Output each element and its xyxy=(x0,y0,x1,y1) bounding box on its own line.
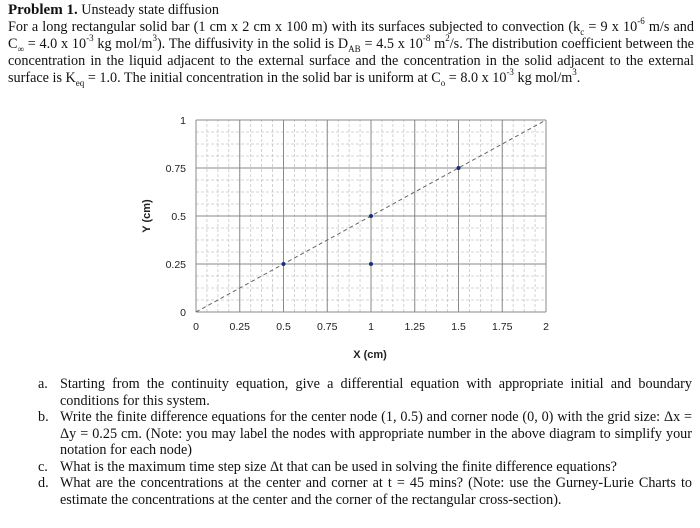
node-marker xyxy=(457,166,461,170)
co-exponent: -3 xyxy=(506,67,514,78)
question-c xyxy=(30,459,692,476)
statement-text: m/s and C xyxy=(8,19,694,52)
statement-text: = 8.0 x 10 xyxy=(445,70,507,86)
x-tick-label: 0 xyxy=(193,321,199,333)
dab-subscript: AB xyxy=(348,43,361,54)
statement-text: kg mol/m xyxy=(513,70,573,86)
kc-subscript: c xyxy=(580,26,585,37)
statement-text: For a long rectangular solid bar (1 cm x 2 cm x 100 m) with its surfaces subjected to convection (k xyxy=(8,19,581,35)
y-axis-label: Y (cm) xyxy=(141,199,153,233)
y-tick-label: 0 xyxy=(180,307,186,319)
question-label: a. xyxy=(38,376,48,392)
x-tick-label: 1.25 xyxy=(404,321,425,333)
statement-text: = 9 x 10 xyxy=(584,19,638,35)
y-tick-label: 0.75 xyxy=(165,163,186,175)
x-tick-label: 0.5 xyxy=(276,321,291,333)
co-subscript: o xyxy=(440,77,446,88)
question-a xyxy=(30,376,692,409)
dab-exponent: -8 xyxy=(422,33,431,44)
x-tick-label: 0.75 xyxy=(317,321,338,333)
y-tick-labels xyxy=(166,115,187,319)
unit-exponent: 2 xyxy=(445,33,450,44)
question-label: d. xyxy=(38,475,49,491)
statement-text: . xyxy=(576,70,581,86)
statement-text: /s. The distribution coefficient between the concentration in the liquid adjacent to the external surface and the concentration in the solid adjacent to the external surface is K xyxy=(8,36,694,86)
question-list xyxy=(30,376,692,508)
statement-text: ). The diffusivity in the solid is D xyxy=(156,36,349,52)
question-label: b. xyxy=(38,409,49,425)
x-tick-label: 0.25 xyxy=(229,321,250,333)
unit-exponent: 3 xyxy=(572,67,577,78)
question-text: What is the maximum time step size Δt that can be used in solving the finite difference equations? xyxy=(60,458,617,475)
question-label: c. xyxy=(38,458,48,475)
statement-text: m xyxy=(430,36,446,52)
x-tick-label: 1 xyxy=(368,321,374,333)
unit-exponent: 3 xyxy=(152,33,157,44)
x-tick-label: 2 xyxy=(543,321,549,333)
problem-description xyxy=(8,16,694,88)
question-text: Starting from the continuity equation, give a differential equation with appropriate initial and boundary conditions for this system. xyxy=(60,376,692,409)
problem-statement xyxy=(8,2,694,87)
question-d xyxy=(30,475,692,508)
x-tick-label: 1.5 xyxy=(451,321,466,333)
question-b xyxy=(30,409,692,459)
node-marker xyxy=(369,262,373,266)
cinf-subscript: ∞ xyxy=(17,43,24,54)
x-axis-label: X (cm) xyxy=(353,349,387,361)
problem-subtitle: Unsteady state diffusion xyxy=(81,2,219,18)
question-text: What are the concentrations at the center and corner at t = 45 mins? (Note: use the Gurney-Lurie Charts to estimate the concentrations at the center and the corner of the rectangular cross-section). xyxy=(60,475,692,508)
statement-text: kg mol/m xyxy=(93,36,153,52)
problem-heading xyxy=(8,2,694,19)
statement-text: = 4.5 x 10 xyxy=(360,36,423,52)
keq-subscript: eq xyxy=(75,77,85,88)
kc-exponent: -6 xyxy=(637,16,645,27)
cinf-exponent: -3 xyxy=(86,33,94,44)
y-tick-label: 0.5 xyxy=(171,211,186,223)
x-tick-label: 1.75 xyxy=(492,321,513,333)
node-marker xyxy=(369,214,373,218)
question-text: Write the finite difference equations for the center node (1, 0.5) and corner node (0, 0) with the grid size: Δx = Δy = 0.25 cm. (Note: you may label the nodes with appropriate number in the above diagram to simplify your notation for each node) xyxy=(60,409,692,458)
grid-chart xyxy=(130,112,570,370)
y-tick-label: 1 xyxy=(180,115,186,127)
statement-text: = 4.0 x 10 xyxy=(23,36,87,52)
y-tick-label: 0.25 xyxy=(165,259,186,271)
statement-text: = 1.0. The initial concentration in the solid bar is uniform at C xyxy=(84,70,441,86)
x-tick-labels xyxy=(193,321,549,333)
node-marker xyxy=(282,262,286,266)
problem-title: Problem 1. xyxy=(8,2,78,18)
